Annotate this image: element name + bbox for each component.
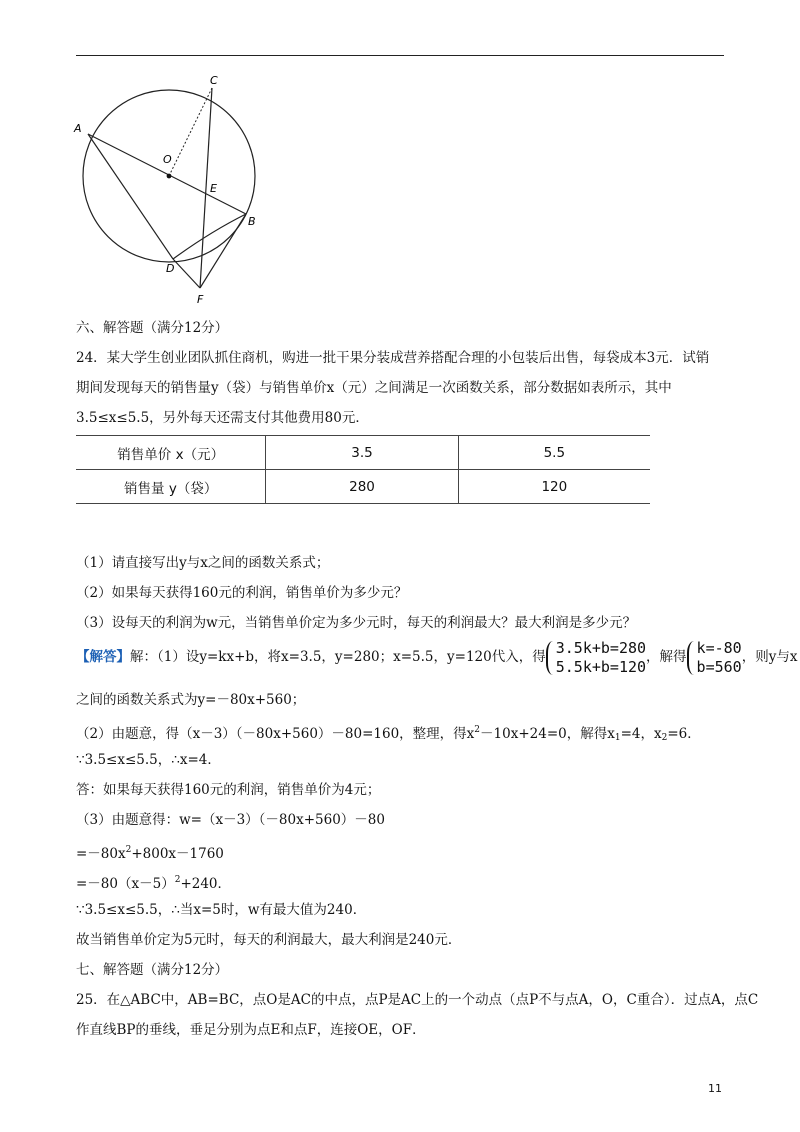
solution-line-9: ∵3.5≤x≤5.5，∴当x=5时，w有最大值为240． (76, 902, 367, 918)
solution-text: 解：（1）设y=kx+b，将x=3.5，y=280；x=5.5，y=120代入，得 (130, 649, 546, 665)
equation: b=560 (696, 657, 742, 676)
solution-line-1 (76, 638, 798, 677)
table-cell: 120 (458, 470, 650, 504)
segment-oc-dotted (169, 88, 212, 176)
superscript: 2 (474, 725, 481, 735)
q24-stem-line-3: 3.5≤x≤5.5，另外每天还需支付其他费用80元． (76, 410, 369, 426)
solution-text: －10x+24=0，解得x (480, 726, 615, 742)
label-a: A (74, 122, 82, 135)
q24-sub-1: （1）请直接写出y与x之间的函数关系式； (76, 555, 330, 571)
solution-text: ，解得 (646, 649, 687, 665)
solution-text: ，则y与x (741, 649, 798, 665)
segment-df (173, 259, 200, 288)
segment-ab (88, 134, 246, 214)
table-row (76, 470, 650, 504)
subscript: 2 (661, 733, 668, 743)
solution-line-6: （3）由题意得：w=（x－3）（－80x+560）－80 (76, 812, 385, 828)
equation: k=-80 (696, 638, 742, 657)
segment-bf (200, 214, 246, 288)
page-number: 11 (708, 1082, 722, 1095)
table-cell: 销售单价 x（元） (76, 436, 266, 470)
table-row (76, 436, 650, 470)
solution-text: （2）由题意，得（x－3）（－80x+560）－80=160，整理，得x (76, 726, 475, 742)
equation: 5.5k+b=120 (555, 657, 647, 676)
label-f: F (197, 293, 204, 306)
solution-line-8 (76, 870, 736, 894)
table-cell: 销售量 y（袋） (76, 470, 266, 504)
equation-system (546, 639, 646, 677)
center-point-o (167, 174, 172, 179)
table-cell: 280 (266, 470, 458, 504)
solution-line-5: 答：如果每天获得160元的利润，销售单价为4元； (76, 782, 381, 798)
q24-sub-3: （3）设每天的利润为w元，当销售单价定为多少元时，每天的利润最大？最大利润是多少元？ (76, 615, 637, 631)
equation: 3.5k+b=280 (555, 638, 647, 657)
section-7-title: 七、解答题（满分12分） (76, 962, 229, 978)
circle-geometry-figure (70, 72, 270, 312)
solution-text: =4，x (620, 726, 662, 742)
superscript: 2 (174, 875, 181, 885)
segment-ad (88, 134, 173, 259)
label-e: E (210, 182, 217, 195)
table-cell: 5.5 (458, 436, 650, 470)
superscript: 2 (125, 845, 132, 855)
label-d: D (166, 262, 175, 275)
subscript: 1 (614, 733, 621, 743)
header-rule (76, 55, 724, 56)
section-6-title: 六、解答题（满分12分） (76, 320, 229, 336)
solution-line-2: 之间的函数关系式为y=－80x+560； (76, 692, 306, 708)
solution-text: +240． (180, 876, 232, 892)
q25-line-1: 25．在△ABC中，AB=BC，点O是AC的中点，点P是AC上的一个动点（点P不与点A，O，C重合）．过点A，点C (76, 992, 759, 1008)
q25-line-2: 作直线BP的垂线，垂足分别为点E和点F，连接OE，OF． (76, 1022, 426, 1038)
label-o: O (163, 153, 172, 166)
solution-text: =6． (667, 726, 701, 742)
q24-stem-line-2: 期间发现每天的销售量y（袋）与销售单价x（元）之间满足一次函数关系，部分数据如表所示，其中 (76, 380, 672, 396)
solution-text: =－80（x－5） (76, 876, 175, 892)
solution-line-4: ∵3.5≤x≤5.5，∴x=4． (76, 752, 221, 768)
solution-line-3 (76, 720, 736, 748)
solution-text: =－80x (76, 846, 126, 862)
label-c: C (210, 74, 218, 87)
q24-sub-2: （2）如果每天获得160元的利润，销售单价为多少元？ (76, 585, 408, 601)
answer-tag: 【解答】 (76, 649, 130, 665)
sales-data-table (76, 435, 650, 504)
solution-system (687, 639, 742, 677)
table-cell: 3.5 (266, 436, 458, 470)
q24-stem-line-1: 24．某大学生创业团队抓住商机，购进一批干果分装成营养搭配合理的小包装后出售，每袋成本3元．试销 (76, 350, 710, 366)
label-b: B (248, 215, 256, 228)
solution-text: +800x－1760 (131, 846, 224, 862)
solution-line-7 (76, 840, 736, 864)
solution-line-10: 故当销售单价定为5元时，每天的利润最大，最大利润是240元． (76, 932, 462, 948)
